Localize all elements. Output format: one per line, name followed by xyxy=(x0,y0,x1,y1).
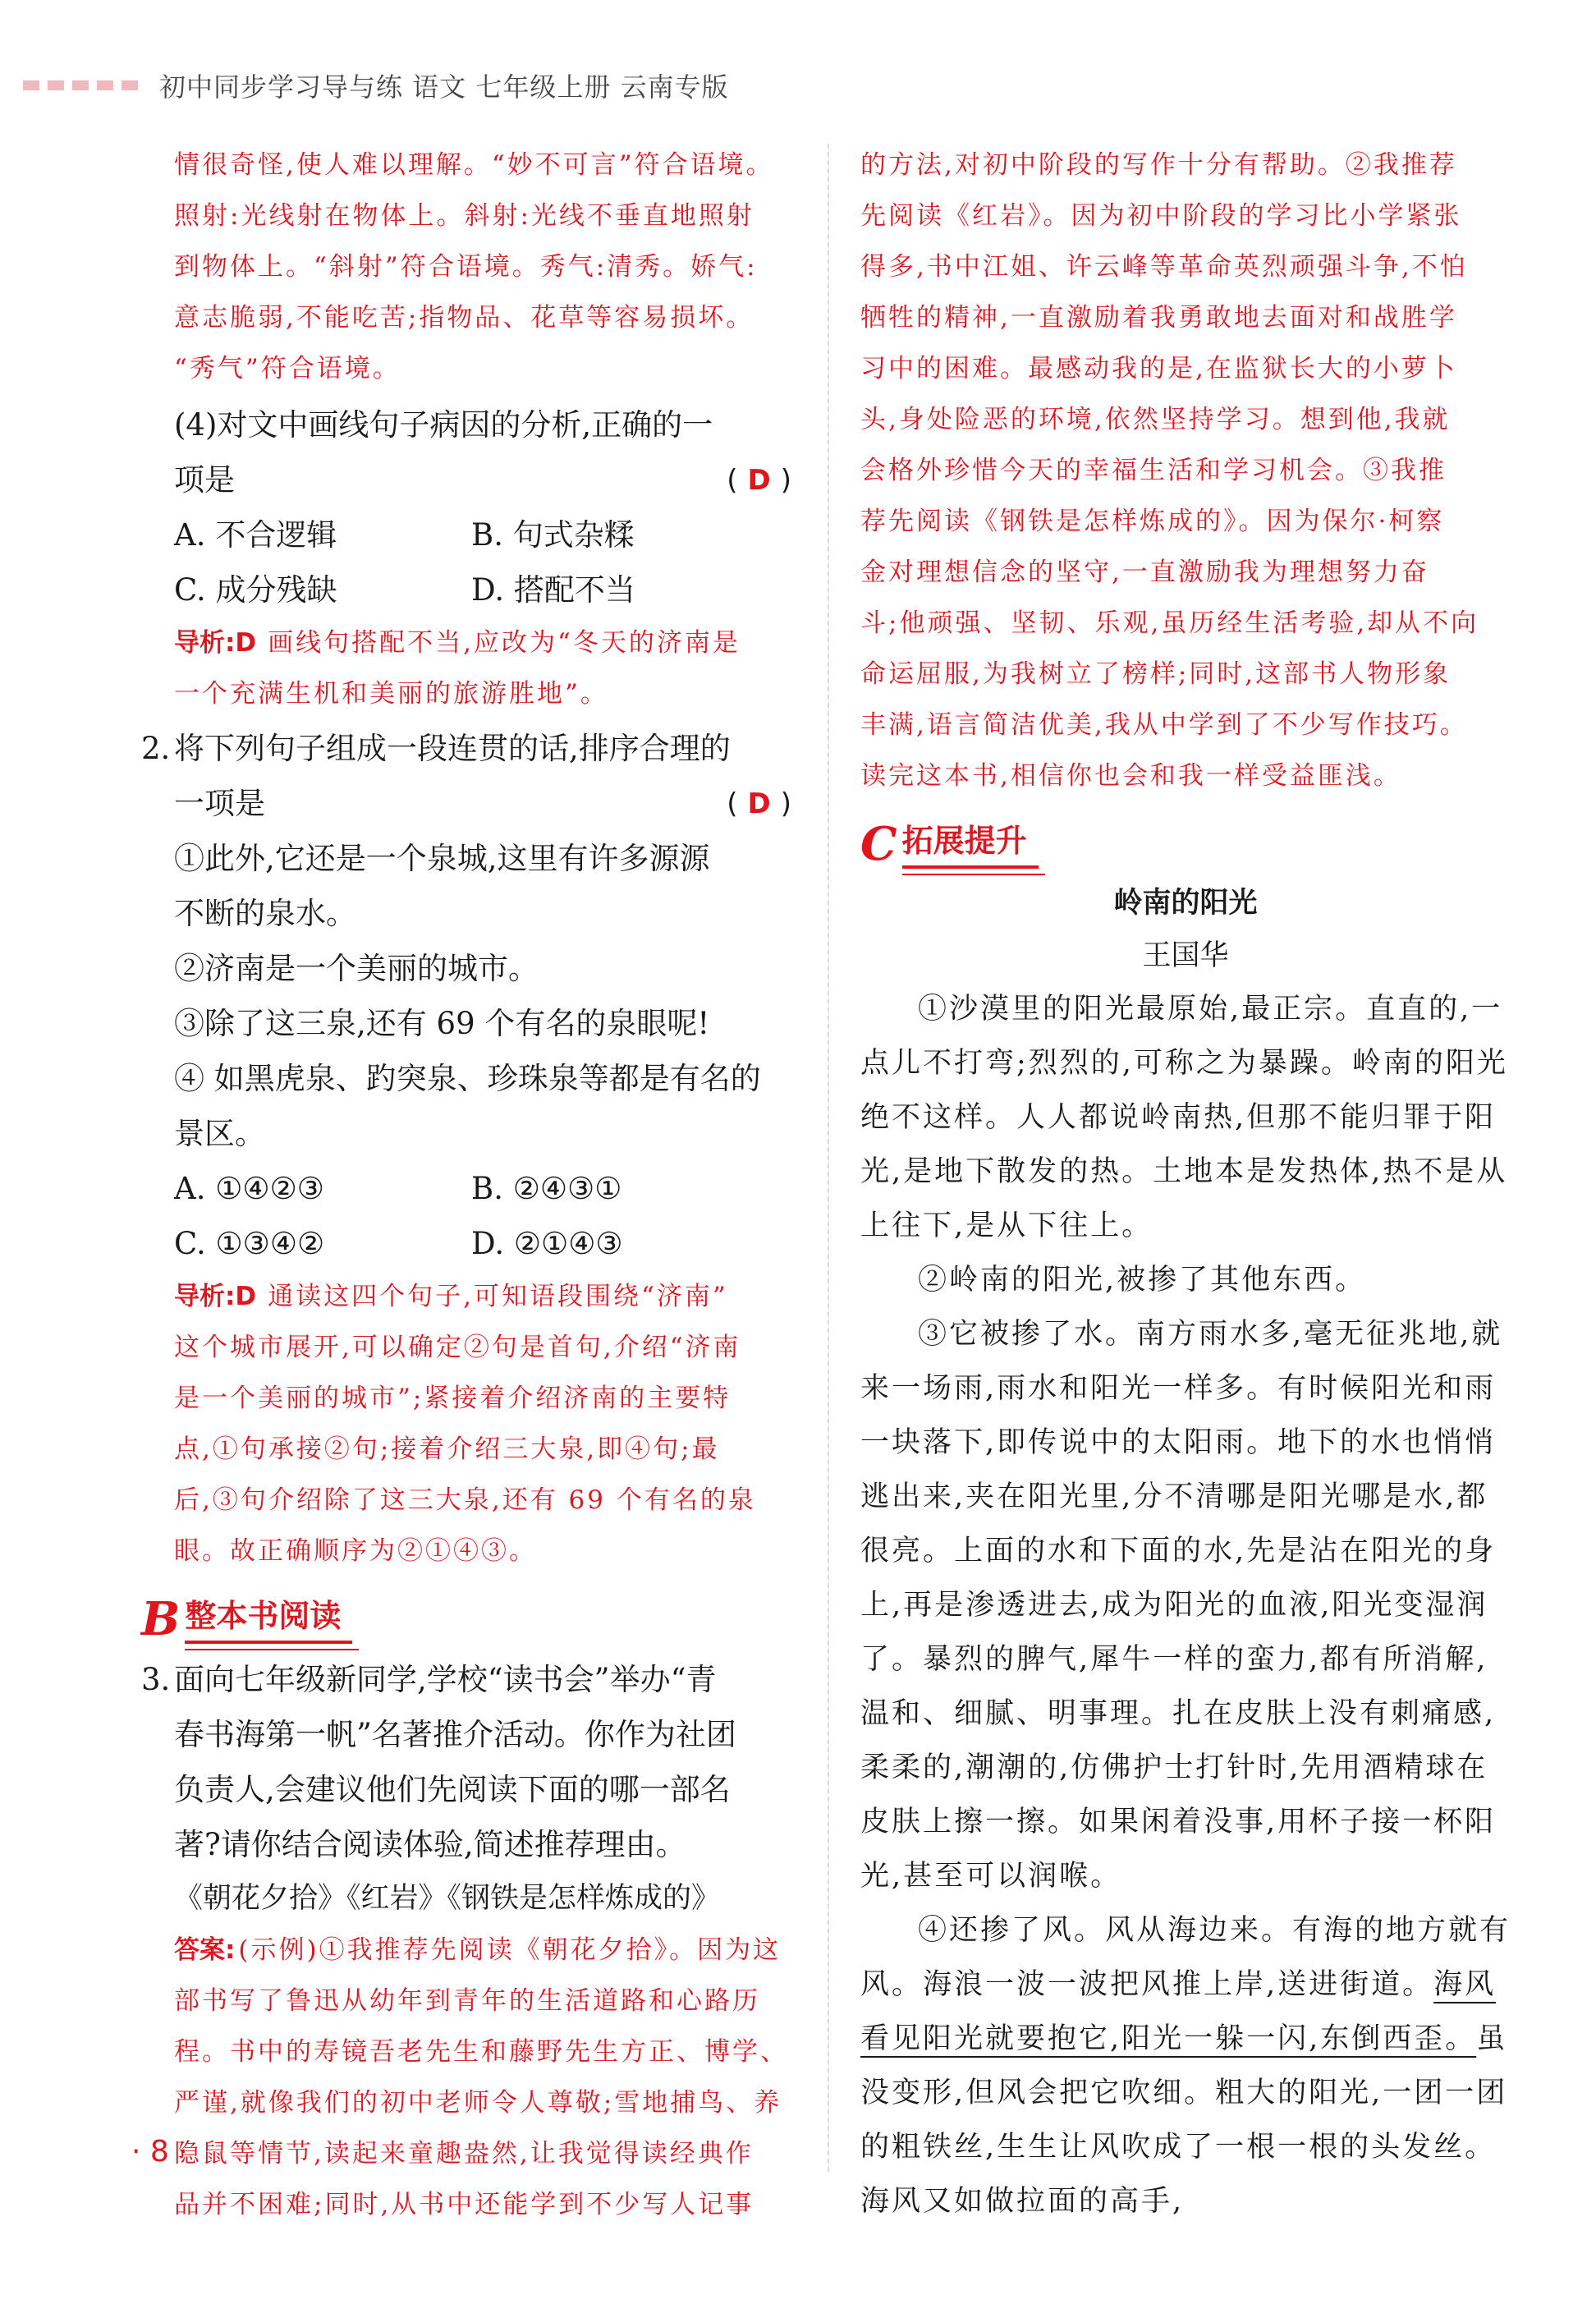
analysis-line: 后,③句介绍除了这三大泉,还有 69 个有名的泉 xyxy=(174,1485,756,1515)
section-title: 拓展提升 xyxy=(902,821,1039,869)
analysis-label: 导析:D xyxy=(174,1282,257,1311)
sentence-line: ④ 如黑虎泉、趵突泉、珍珠泉等都是有名的 xyxy=(174,1061,761,1096)
answer-line: 部书写了鲁迅从幼年到青年的生活道路和心路历 xyxy=(174,1986,760,2016)
analysis-line: 照射:光线射在物体上。斜射:光线不垂直地照射 xyxy=(174,201,754,231)
analysis-line: 到物体上。“斜射”符合语境。秀气:清秀。娇气: xyxy=(174,252,758,282)
options xyxy=(174,1161,791,1271)
column-divider xyxy=(828,144,829,2172)
analysis-line: 一个充满生机和美丽的旅游胜地”。 xyxy=(174,679,608,709)
answer-line: 品并不困难;同时,从书中还能学到不少写人记事 xyxy=(174,2190,754,2219)
question-2 xyxy=(141,721,791,1577)
question-4 xyxy=(174,397,791,719)
question-number: 3. xyxy=(141,1662,171,1697)
underlined-sentence: 海风看见阳光就要抱它,阳光一躲一闪,东倒西歪。 xyxy=(860,1968,1497,2055)
question-stem: 面向七年级新同学,学校“读书会”举办“青 xyxy=(174,1662,717,1697)
analysis-line: 意志脆弱,不能吃苦;指物品、花草等容易损坏。 xyxy=(174,303,754,333)
analysis-line: “秀气”符合语境。 xyxy=(174,354,401,383)
option-b: B. 句式杂糅 xyxy=(471,517,635,553)
answer-line: 严谨,就像我们的初中老师令人尊敬;雪地捕鸟、养 xyxy=(174,2088,782,2118)
question-stem: 著?请你结合阅读体验,简述推荐理由。 xyxy=(174,1827,686,1862)
header-decoration xyxy=(23,80,138,90)
sentence-line: 景区。 xyxy=(174,1116,265,1151)
section-letter: C xyxy=(860,817,897,871)
header-title: 初中同步学习导与练 语文 七年级上册 云南专版 xyxy=(159,71,729,103)
answer-line: 先阅读《红岩》。因为初中阶段的学习比小学紧张 xyxy=(860,201,1462,231)
sentence-line: ③除了这三泉,还有 69 个有名的泉眼呢! xyxy=(174,1006,710,1041)
analysis-line: 导析:D 通读这四个句子,可知语段围绕“济南” xyxy=(174,1282,728,1311)
answer-bracket: ( D ) xyxy=(727,463,791,497)
answer-line: 斗;他顽强、坚韧、乐观,虽历经生活考验,却从不向 xyxy=(860,608,1479,638)
answer-line: 的方法,对初中阶段的写作十分有帮助。②我推荐 xyxy=(860,150,1457,180)
reading-article xyxy=(860,877,1511,2228)
answer-line: 程。书中的寿镜吾老先生和藤野先生方正、博学、 xyxy=(174,2037,788,2067)
answer-continuation xyxy=(860,140,1511,801)
answer-line: 荐先阅读《钢铁是怎样炼成的》。因为保尔·柯察 xyxy=(860,507,1445,536)
article-paragraph: ④还掺了风。风从海边来。有海的地方就有风。海浪一波一波把风推上岸,送进街道。海风看见阳光就要抱它,阳光一躲一闪,东倒西歪。虽没变形,但风会把它吹细。粗大的阳光,一团一团的粗铁丝,生生让风吹成了一根一根的头发丝。海风又如做拉面的高手, xyxy=(860,1914,1511,2218)
analysis-line: 是一个美丽的城市”;紧接着介绍济南的主要特 xyxy=(174,1384,732,1413)
answer-line: 会格外珍惜今天的幸福生活和学习机会。③我推 xyxy=(860,456,1447,485)
previous-analysis-continuation xyxy=(174,140,791,394)
answer-line: 金对理想信念的坚守,一直激励我为理想努力奋 xyxy=(860,558,1429,587)
sentence-line: 不断的泉水。 xyxy=(174,896,356,931)
article-paragraph: ②岭南的阳光,被掺了其他东西。 xyxy=(918,1264,1367,1297)
answer-letter: D xyxy=(747,463,771,497)
section-letter: B xyxy=(141,1592,181,1646)
question-stem: (4)对文中画线句子病因的分析,正确的一 xyxy=(174,407,713,443)
book-titles: 《朝花夕拾》《红岩》《钢铁是怎样炼成的》 xyxy=(174,1882,721,1915)
article-author: 王国华 xyxy=(1142,939,1229,972)
analysis-line: 这个城市展开,可以确定②句是首句,介绍“济南 xyxy=(174,1333,741,1362)
question-stem: 春书海第一帆”名著推介活动。你作为社团 xyxy=(174,1717,736,1752)
question-number: 2. xyxy=(141,731,171,766)
option-b: B. ②④③① xyxy=(471,1171,622,1206)
answer-line: 丰满,语言简洁优美,我从中学到了不少写作技巧。 xyxy=(860,710,1468,740)
article-title: 岭南的阳光 xyxy=(1113,887,1258,920)
analysis-line: 导析:D 画线句搭配不当,应改为“冬天的济南是 xyxy=(174,628,741,658)
page-header xyxy=(23,61,729,110)
answer-line: 得多,书中江姐、许云峰等革命英烈顽强斗争,不怕 xyxy=(860,252,1468,282)
answer-line: 习中的困难。最感动我的是,在监狱长大的小萝卜 xyxy=(860,354,1457,383)
option-a: A. ①④②③ xyxy=(174,1171,324,1206)
section-b-heading xyxy=(141,1583,791,1644)
section-c-heading xyxy=(860,808,1511,869)
question-stem: 项是 xyxy=(174,462,235,498)
option-c: C. 成分残缺 xyxy=(174,572,337,608)
answer-line: 读完这本书,相信你也会和我一样受益匪浅。 xyxy=(860,761,1401,791)
section-title: 整本书阅读 xyxy=(185,1596,352,1644)
article-paragraph: ①沙漠里的阳光最原始,最正宗。直直的,一点儿不打弯;烈烈的,可称之为暴躁。岭南的阳光绝不这样。人人都说岭南热,但那不能归罪于阳光,是地下散发的热。土地本是发热体,热不是从上往下,是从下往上。 xyxy=(860,993,1508,1242)
question-stem: 将下列句子组成一段连贯的话,排序合理的 xyxy=(174,731,731,766)
answer-line: 命运屈服,为我树立了榜样;同时,这部书人物形象 xyxy=(860,659,1452,689)
question-3 xyxy=(141,1652,791,2230)
analysis-line: 点,①句承接②句;接着介绍三大泉,即④句;最 xyxy=(174,1434,720,1464)
option-d: D. ②①④③ xyxy=(471,1226,623,1261)
answer-bracket: ( D ) xyxy=(727,787,791,820)
options xyxy=(174,507,791,617)
answer-line: 牺牲的精神,一直激励着我勇敢地去面对和战胜学 xyxy=(860,303,1457,333)
option-a: A. 不合逻辑 xyxy=(174,517,337,553)
answer-line: 隐鼠等情节,读起来童趣盎然,让我觉得读经典作 xyxy=(174,2139,754,2169)
answer-label: 答案: xyxy=(174,1935,236,1965)
sentence-line: ①此外,它还是一个泉城,这里有许多源源 xyxy=(174,841,710,876)
sentence-line: ②济南是一个美丽的城市。 xyxy=(174,951,539,986)
analysis-line: 眼。故正确顺序为②①④③。 xyxy=(174,1536,537,1566)
right-column xyxy=(860,140,1511,2228)
question-stem: 负责人,会建议他们先阅读下面的哪一部名 xyxy=(174,1772,731,1807)
answer-letter: D xyxy=(747,787,771,820)
analysis-line: 情很奇怪,使人难以理解。“妙不可言”符合语境。 xyxy=(174,150,774,180)
analysis-label: 导析:D xyxy=(174,628,257,658)
left-column xyxy=(141,140,791,2230)
page-number: · 8 · xyxy=(131,2135,188,2169)
answer-line: 头,身处险恶的环境,依然坚持学习。想到他,我就 xyxy=(860,405,1451,434)
option-d: D. 搭配不当 xyxy=(471,572,635,608)
option-c: C. ①③④② xyxy=(174,1226,325,1261)
question-stem: 一项是 xyxy=(174,786,265,821)
answer-line: 答案: (示例)①我推荐先阅读《朝花夕拾》。因为这 xyxy=(174,1935,782,1965)
article-paragraph: ③它被掺了水。南方雨水多,毫无征兆地,就来一场雨,雨水和阳光一样多。有时候阳光和雨一块落下,即传说中的太阳雨。地下的水也悄悄逃出来,夹在阳光里,分不清哪是阳光哪是水,都很亮。上面的水和下面的水,先是沾在阳光的身上,再是渗透进去,成为阳光的血液,阳光变湿润了。暴烈的脾气,犀牛一样的蛮力,都有所消解,温和、细腻、明事理。扎在皮肤上没有刺痛感,柔柔的,潮潮的,仿佛护士打针时,先用酒精球在皮肤上擦一擦。如果闲着没事,用杯子接一杯阳光,甚至可以润喉。 xyxy=(860,1318,1503,1893)
